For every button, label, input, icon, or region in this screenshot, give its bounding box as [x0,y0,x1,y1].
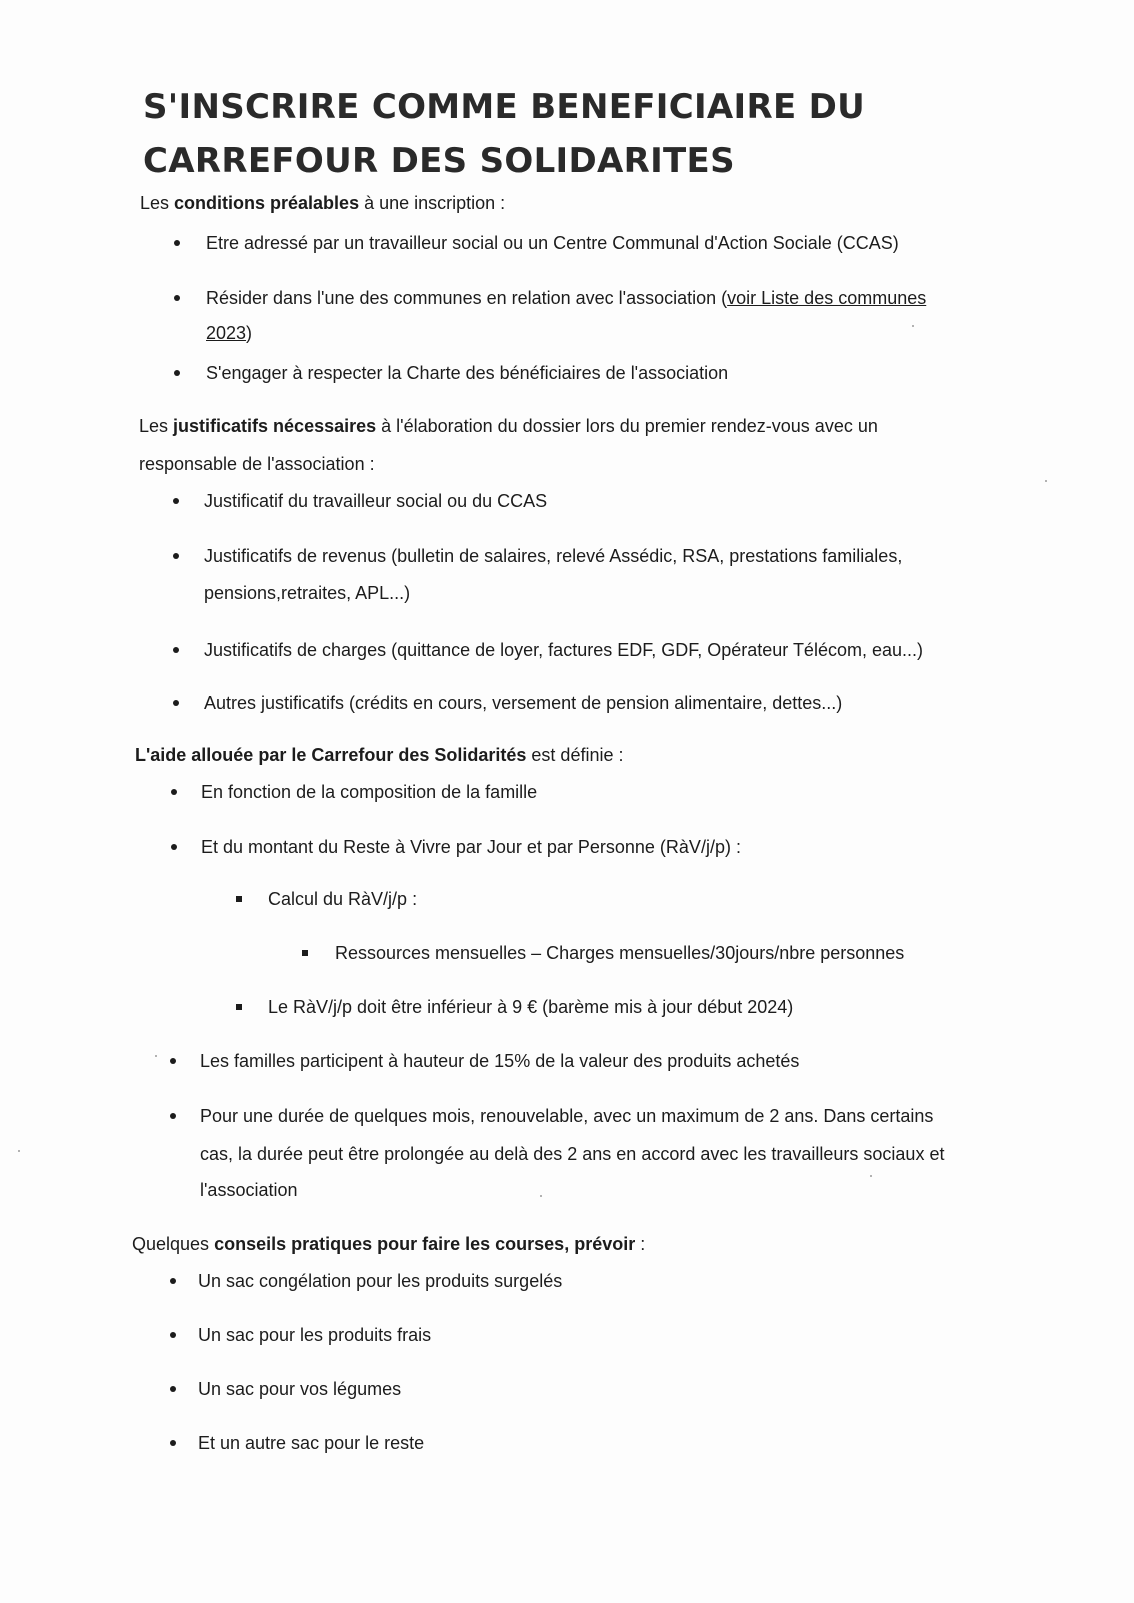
bullet-icon [170,1386,176,1392]
condition-item: S'engager à respecter la Charte des bénéficiaires de l'association [206,363,729,383]
scan-speck [155,1055,157,1057]
scan-speck [1045,480,1047,482]
aide-subitem: Calcul du RàV/j/p : [268,889,418,909]
bullet-icon [174,240,180,246]
condition-item: Etre adressé par un travailleur social ou un Centre Communal d'Action Sociale (CCAS) [206,233,899,253]
justificatif-item: Autres justificatifs (crédits en cours, versement de pension alimentaire, dettes...) [204,693,843,713]
conseils-intro: Quelques conseils pratiques pour faire les courses, prévoir : [132,1234,646,1254]
scan-speck [540,1195,542,1197]
aide-subsubitem: Ressources mensuelles – Charges mensuelles/30jours/nbre personnes [335,943,905,963]
aide-item: Et du montant du Reste à Vivre par Jour et par Personne (RàV/j/p) : [201,837,741,857]
conditions-intro: Les conditions préalables à une inscription : [140,193,506,213]
square-bullet-icon [236,896,242,902]
justificatif-item: Justificatifs de charges (quittance de loyer, factures EDF, GDF, Opérateur Télécom, eau...) [204,640,923,660]
bullet-icon [173,553,179,559]
justificatifs-intro: Les justificatifs nécessaires à l'élaboration du dossier lors du premier rendez-vous avec un [139,416,878,436]
bullet-icon [170,1332,176,1338]
aide-item-cont: cas, la durée peut être prolongée au delà des 2 ans en accord avec les travailleurs sociaux et [200,1144,945,1164]
bullet-icon [173,700,179,706]
bullet-icon [170,1113,176,1119]
bullet-icon [173,647,179,653]
bullet-icon [170,1440,176,1446]
scan-speck [18,1150,20,1152]
justificatif-item: Justificatif du travailleur social ou du CCAS [204,491,548,511]
square-bullet-icon [302,950,308,956]
aide-item: Pour une durée de quelques mois, renouvelable, avec un maximum de 2 ans. Dans certains [200,1106,934,1126]
aide-subitem: Le RàV/j/p doit être inférieur à 9 € (barème mis à jour début 2024) [268,997,794,1017]
square-bullet-icon [236,1004,242,1010]
title-line-2: CARREFOUR DES SOLIDARITES [143,141,735,181]
aide-intro: L'aide allouée par le Carrefour des Solidarités est définie : [135,745,624,765]
bullet-icon [170,1278,176,1284]
aide-item: Les familles participent à hauteur de 15% de la valeur des produits achetés [200,1051,800,1071]
scan-speck [870,1175,872,1177]
aide-item-cont: l'association [200,1180,298,1200]
justificatifs-intro-cont: responsable de l'association : [139,454,375,474]
aide-item: En fonction de la composition de la famille [201,782,538,802]
justificatif-item-cont: pensions,retraites, APL...) [204,583,411,603]
bullet-icon [173,498,179,504]
communes-list-link[interactable]: voir Liste des communes [727,288,927,308]
conseil-item: Et un autre sac pour le reste [198,1433,425,1453]
conseil-item: Un sac pour vos légumes [198,1379,402,1399]
condition-item-cont: 2023) [206,323,253,343]
bullet-icon [171,789,177,795]
bullet-icon [174,295,180,301]
bullet-icon [170,1058,176,1064]
condition-item: Résider dans l'une des communes en relation avec l'association (voir Liste des communes [206,288,927,308]
conseil-item: Un sac pour les produits frais [198,1325,432,1345]
bullet-icon [174,370,180,376]
bullet-icon [171,844,177,850]
page-title [143,80,1043,188]
scan-speck [912,325,914,327]
justificatif-item: Justificatifs de revenus (bulletin de salaires, relevé Assédic, RSA, prestations familiales, [204,546,903,566]
title-line-1: S'INSCRIRE COMME BENEFICIAIRE DU [143,87,866,127]
conseil-item: Un sac congélation pour les produits surgelés [198,1271,563,1291]
